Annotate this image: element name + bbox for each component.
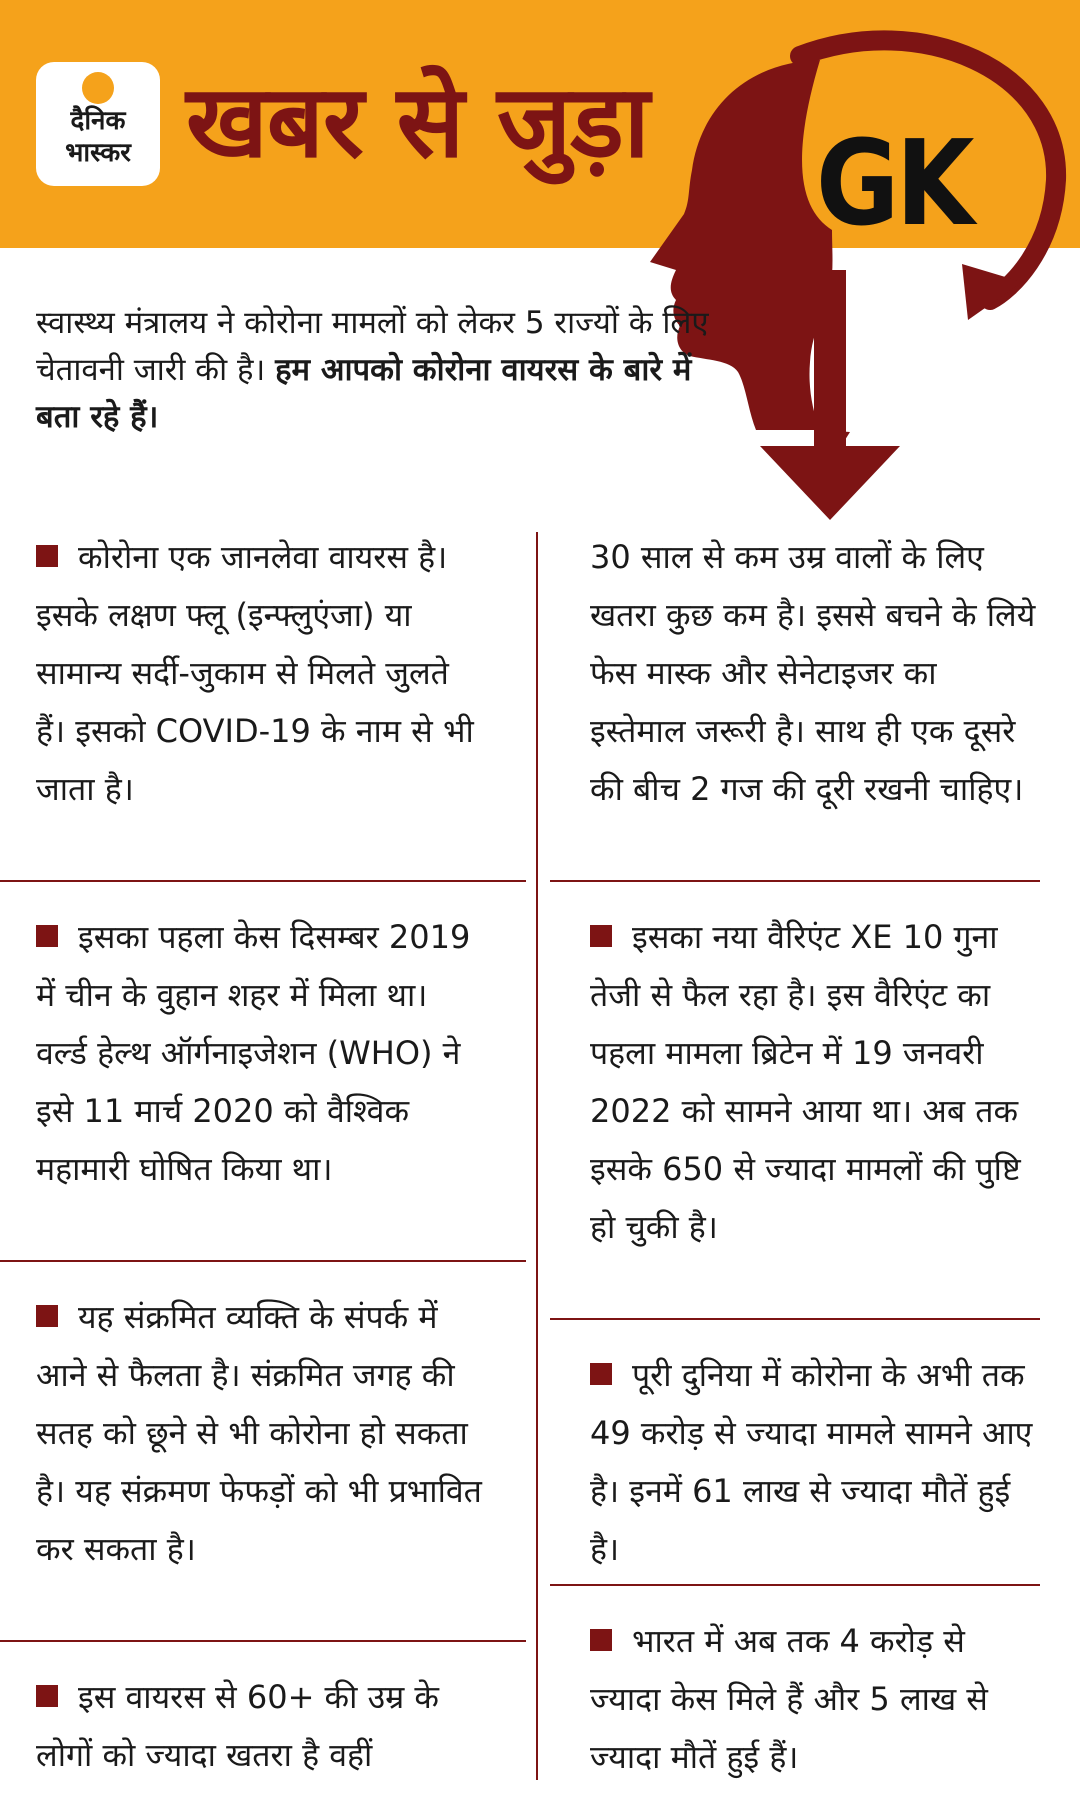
bullet-square-icon: [590, 1629, 612, 1651]
list-item: [36, 528, 488, 818]
item-divider: [550, 1318, 1040, 1320]
bullet-square-icon: [36, 1685, 58, 1707]
item-divider: [0, 1640, 526, 1642]
item-divider: [0, 880, 526, 882]
list-item-text: कोरोना एक जानलेवा वायरस है। इसके लक्षण फ्लू (इन्फ्लुएंजा) या सामान्य सर्दी-जुकाम से मिलते जुलते हैं। इसको COVID-19 के नाम से भी जाता है।: [36, 538, 474, 808]
intro-paragraph: [36, 300, 736, 441]
list-item-text: इसका पहला केस दिसम्बर 2019 में चीन के वुहान शहर में मिला था। वर्ल्ड हेल्थ ऑर्गनाइजेशन (WHO) ने इसे 11 मार्च 2020 को वैश्विक महामारी घोषित किया था।: [36, 918, 471, 1188]
item-divider: [550, 1584, 1040, 1586]
bullet-square-icon: [36, 545, 58, 567]
bullet-square-icon: [36, 925, 58, 947]
list-item: [590, 528, 1042, 818]
list-item: [590, 1612, 1042, 1786]
list-item-text: 30 साल से कम उम्र वालों के लिए खतरा कुछ कम है। इससे बचने के लिये फेस मास्क और सेनेटाइजर का इस्तेमाल जरूरी है। साथ ही एक दूसरे की बीच 2 गज की दूरी रखनी चाहिए।: [590, 538, 1036, 808]
intro-text: स्वास्थ्य मंत्रालय ने कोरोना मामलों को लेकर 5 राज्यों के लिए चेतावनी जारी की है।: [36, 305, 709, 388]
list-item: [590, 1346, 1042, 1578]
list-item: [36, 1288, 488, 1578]
gk-badge: GK: [816, 114, 972, 252]
column-divider: [536, 532, 538, 1780]
list-item-text: पूरी दुनिया में कोरोना के अभी तक 49 करोड़ से ज्यादा मामले सामने आए है। इनमें 61 लाख से ज्यादा मौतें हुई है।: [590, 1356, 1033, 1568]
bullet-square-icon: [590, 1363, 612, 1385]
bullet-square-icon: [590, 925, 612, 947]
list-item: [36, 1668, 488, 1784]
logo-text-line1: दैनिक: [70, 106, 126, 136]
item-divider: [0, 1260, 526, 1262]
item-divider: [550, 880, 1040, 882]
list-item-text: इसका नया वैरिएंट XE 10 गुना तेजी से फैल रहा है। इस वैरिएंट का पहला मामला ब्रिटेन में 19 जनवरी 2022 को सामने आया था। अब तक इसके 650 से ज्यादा मामलों की पुष्टि हो चुकी है।: [590, 918, 1021, 1246]
intro-bold-text: हम आपको कोरोना वायरस के बारे में बता रहे हैं।: [36, 352, 692, 435]
list-item-text: इस वायरस से 60+ की उम्र के लोगों को ज्यादा खतरा है वहीं: [36, 1678, 440, 1774]
list-item-text: यह संक्रमित व्यक्ति के संपर्क में आने से फैलता है। संक्रमित जगह की सतह को छूने से भी कोरोना हो सकता है। यह संक्रमण फेफड़ों को भी प्रभावित कर सकता है।: [36, 1298, 482, 1568]
bullet-square-icon: [36, 1305, 58, 1327]
head-profile-illustration: [0, 0, 1080, 530]
logo-text-line2: भास्कर: [65, 138, 131, 168]
list-item-text: भारत में अब तक 4 करोड़ से ज्यादा केस मिले हैं और 5 लाख से ज्यादा मौतें हुई हैं।: [590, 1622, 988, 1776]
list-item: [36, 908, 488, 1198]
page-title: खबर से जुड़ा: [186, 63, 649, 180]
list-item: [590, 908, 1042, 1256]
